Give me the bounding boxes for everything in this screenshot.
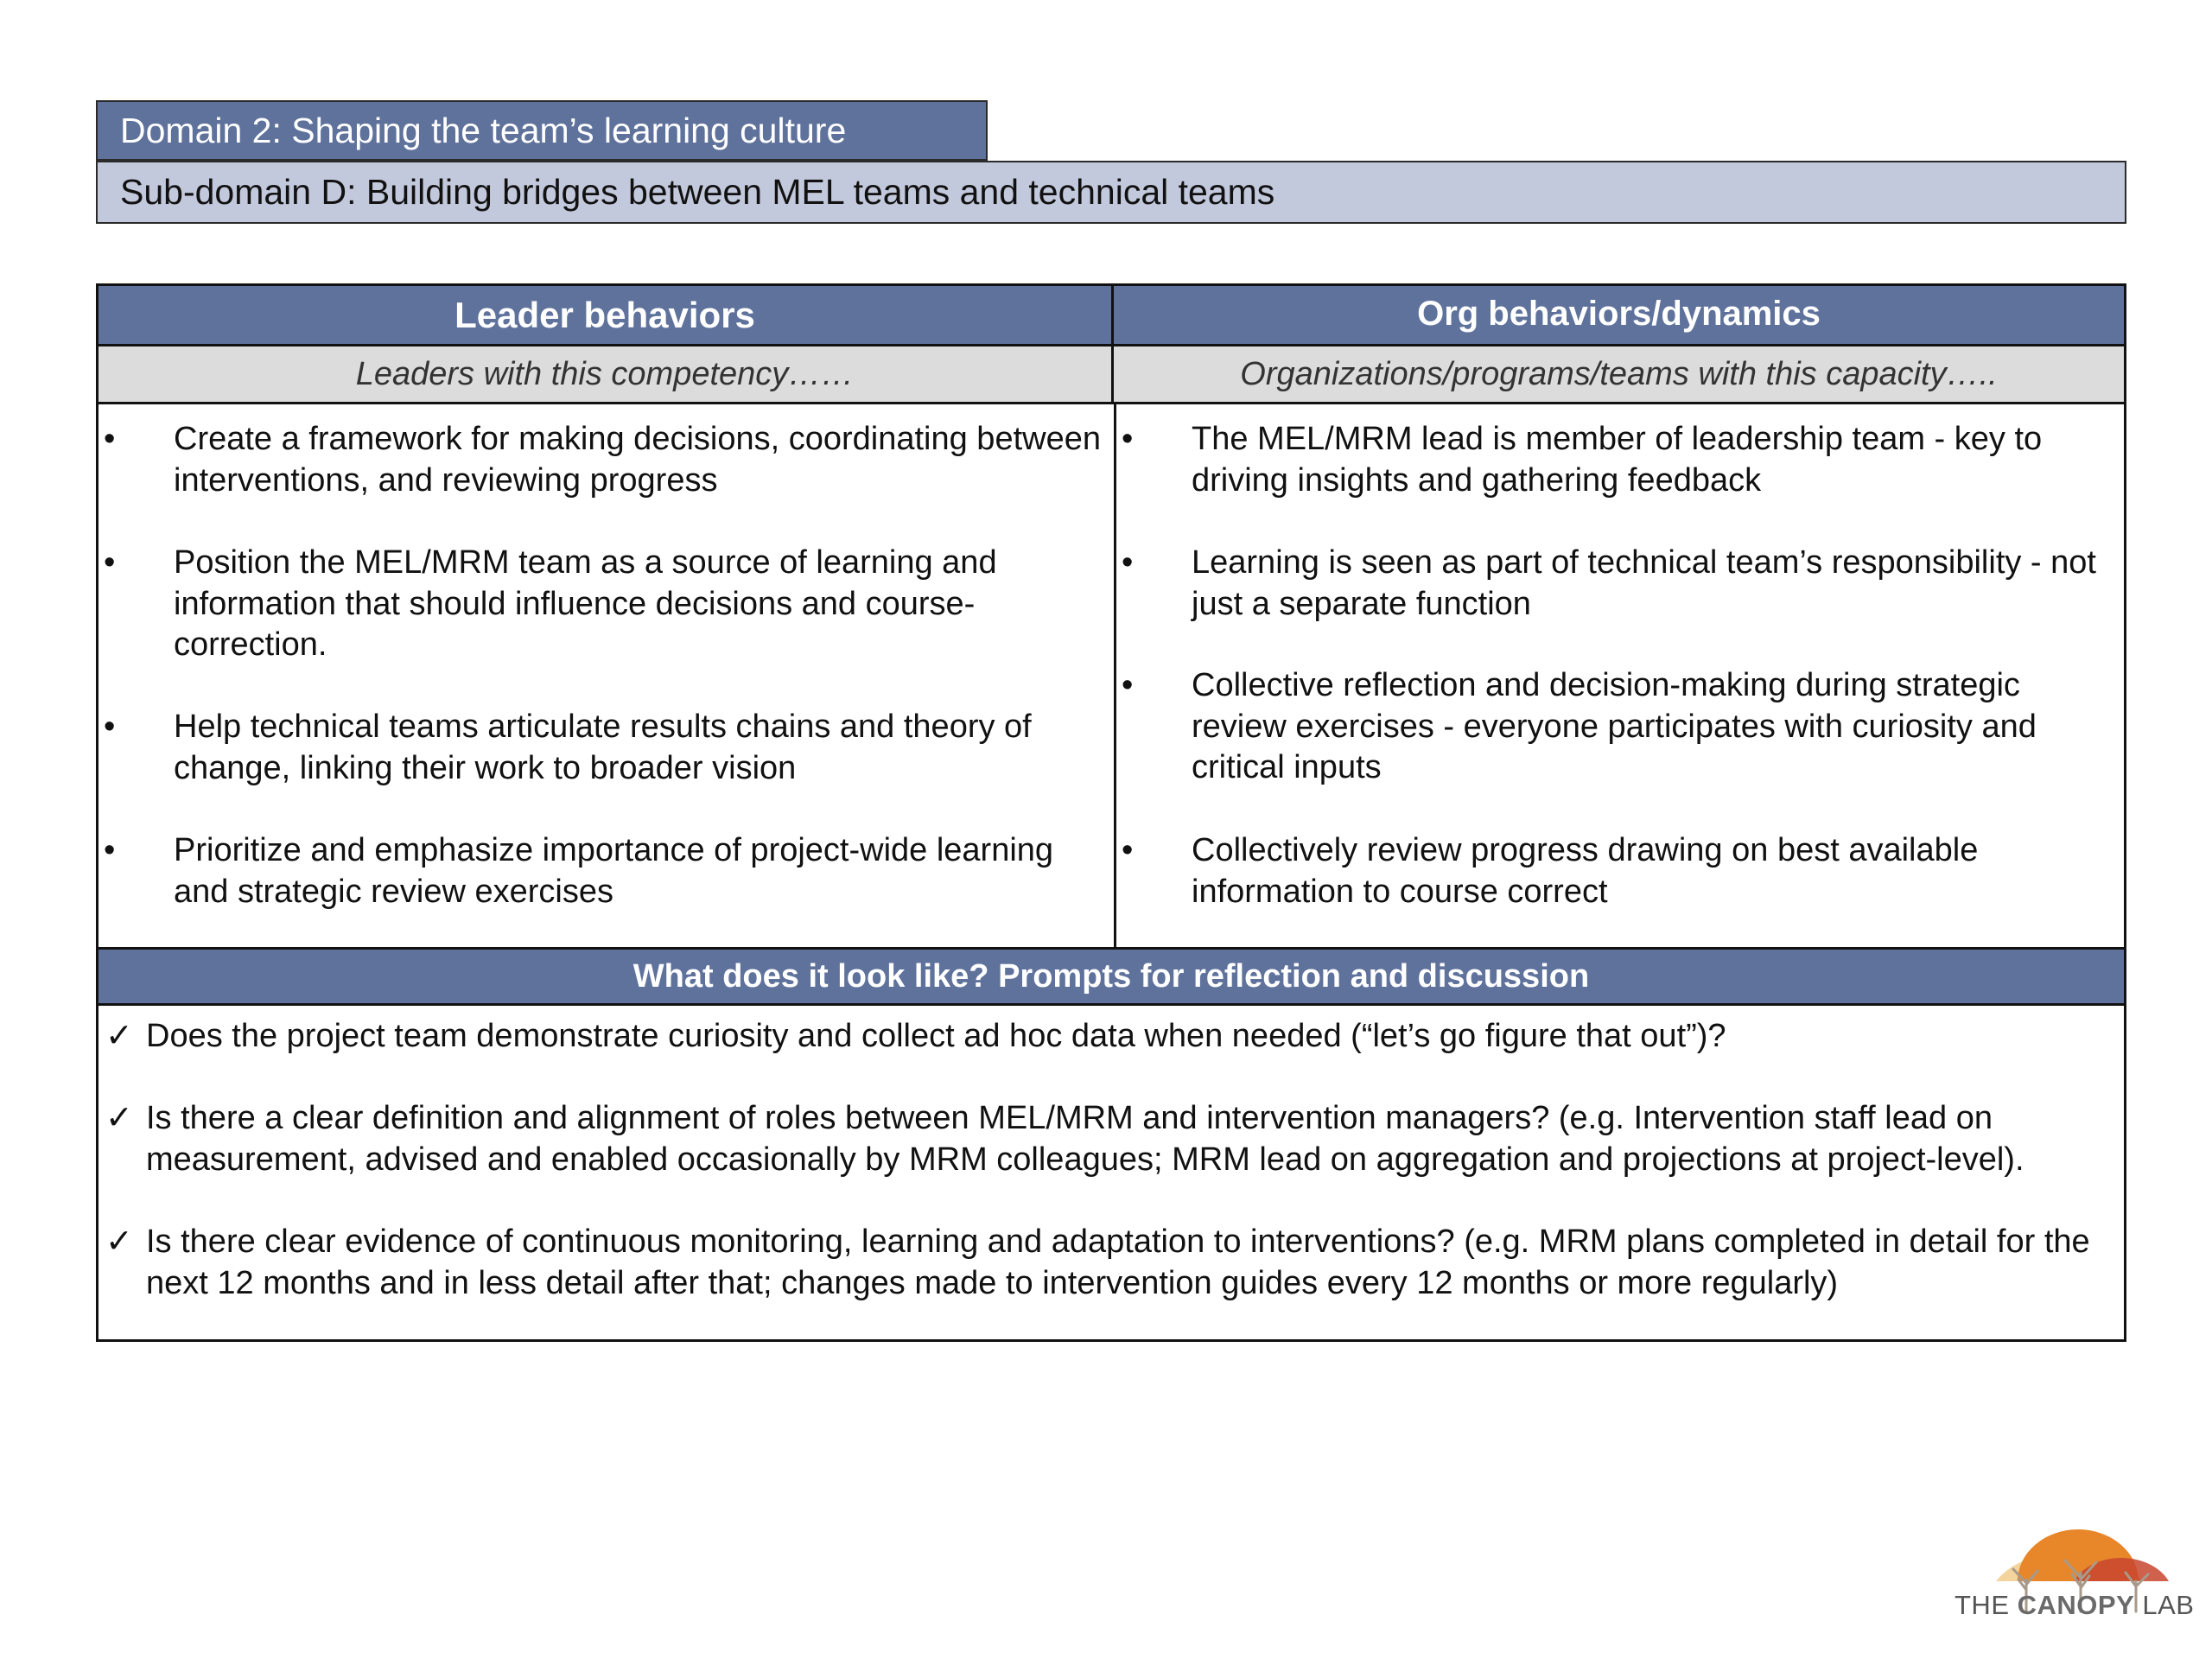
check-icon: ✓ — [105, 1018, 133, 1054]
leader-bullet-text: Help technical teams articulate results chains and theory of change, linking their work to broader vision — [174, 709, 1032, 786]
subdomain-title: Sub-domain D: Building bridges between MEL teams and technical teams — [96, 161, 2126, 224]
org-subheader: Organizations/programs/teams with this capacity….. — [1114, 346, 2124, 404]
leader-behaviors-header: Leader behaviors — [99, 286, 1114, 346]
bullet-symbol: • — [104, 544, 116, 581]
org-bullet-item — [1116, 419, 2113, 501]
competency-table — [96, 283, 2126, 1342]
logo-text-suffix: LAB — [2134, 1590, 2195, 1620]
prompts-header: What does it look like? Prompts for reflection and discussion — [99, 950, 2124, 1006]
logo-wordmark — [1955, 1590, 2194, 1621]
leader-bullet-item — [99, 543, 1103, 666]
bullet-symbol: • — [1122, 667, 1134, 703]
domain-title: Domain 2: Shaping the team’s learning culture — [96, 100, 988, 161]
leader-bullet-item — [99, 419, 1103, 501]
org-behaviors-column — [1116, 404, 2124, 947]
prompt-item — [99, 1016, 2113, 1058]
logo-text-bold: CANOPY — [2017, 1590, 2135, 1620]
leader-bullet-item — [99, 830, 1103, 912]
org-bullet-text: Collective reflection and decision-making during strategic review exercises - everyone participates with curiosity and critical inputs — [1192, 667, 2037, 785]
logo-text-prefix: THE — [1955, 1590, 2018, 1620]
prompt-item — [99, 1098, 2113, 1180]
org-bullet-text: Collectively review progress drawing on best available information to course correct — [1192, 832, 1979, 910]
leader-bullet-text: Create a framework for making decisions, coordinating between interventions, and reviewing progress — [174, 421, 1101, 499]
leader-subheader: Leaders with this competency…… — [99, 346, 1114, 404]
prompt-item — [99, 1222, 2113, 1304]
org-bullet-text: The MEL/MRM lead is member of leadership team - key to driving insights and gathering feedback — [1192, 421, 2043, 499]
org-bullet-item — [1116, 830, 2113, 912]
prompt-text: Does the project team demonstrate curiosity and collect ad hoc data when needed (“let’s go figure that out”)? — [146, 1018, 1726, 1054]
org-bullet-text: Learning is seen as part of technical team’s responsibility - not just a separate function — [1192, 544, 2096, 622]
bullet-symbol: • — [104, 709, 116, 745]
check-icon: ✓ — [105, 1224, 133, 1260]
bullet-symbol: • — [104, 832, 116, 868]
leader-bullet-text: Prioritize and emphasize importance of project-wide learning and strategic review exercises — [174, 832, 1054, 910]
bullet-symbol: • — [1122, 832, 1134, 868]
check-icon: ✓ — [105, 1100, 133, 1136]
org-bullet-item — [1116, 543, 2113, 625]
org-behaviors-header: Org behaviors/dynamics — [1114, 286, 2124, 346]
org-bullet-item — [1116, 665, 2113, 789]
leader-behaviors-column — [99, 404, 1114, 947]
bullet-symbol: • — [1122, 421, 1134, 457]
leader-bullet-item — [99, 707, 1103, 789]
prompt-text: Is there clear evidence of continuous monitoring, learning and adaptation to interventions? (e.g. MRM plans completed in detail for the next 12 months and in less detail after that; changes made to intervention guides every 12 months or more regularly) — [146, 1224, 2090, 1301]
prompt-text: Is there a clear definition and alignment of roles between MEL/MRM and intervention managers? (e.g. Intervention staff lead on measurement, advised and enabled occasionally by MRM colleagues; MRM lead on aggregation and projections at project-level). — [146, 1100, 2024, 1178]
bullet-symbol: • — [104, 421, 116, 457]
leader-bullet-text: Position the MEL/MRM team as a source of learning and information that should influence decisions and course-correction. — [174, 544, 997, 663]
bullet-symbol: • — [1122, 544, 1134, 581]
